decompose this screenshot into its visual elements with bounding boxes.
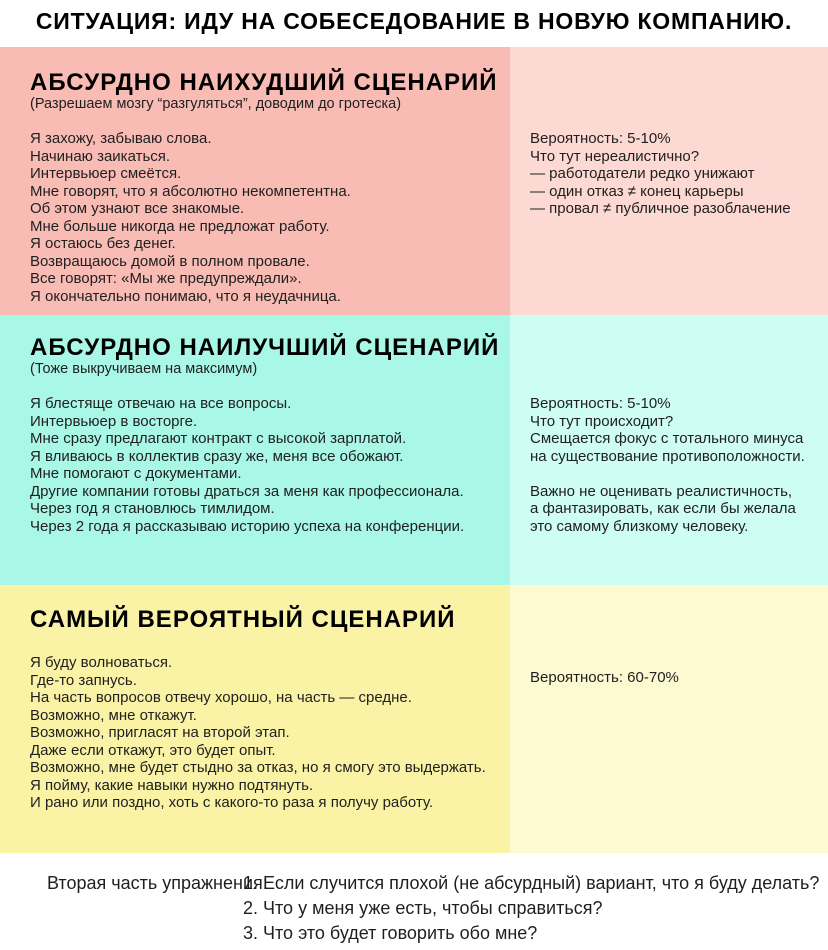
scenario-line: Возможно, пригласят на второй этап. [30,724,290,741]
section-worst-case-scenario [0,47,828,315]
scenario-line: Интервьюер смеётся. [30,165,182,182]
note-line: Смещается фокус с тотального минуса [530,430,804,447]
scenario-line: Мне говорят, что я абсолютно некомпетентна. [30,182,351,200]
section-title: САМЫЙ ВЕРОЯТНЫЙ СЦЕНАРИЙ [30,606,456,633]
section-subtitle: (Разрешаем мозгу “разгуляться”, доводим до гротеска) [30,96,402,112]
scenario-line: Мне больше никогда не предложат работу. [30,217,330,235]
scenario-line: Через 2 года я рассказываю историю успеха на конференции. [30,517,465,535]
scenario-lines [30,654,500,812]
scenario-line: Другие компании готовы драться за меня как профессионала. [30,482,464,500]
note-line: — работодатели редко унижают [530,165,755,182]
note-line: это самому близкому человеку. [530,517,749,535]
probability-notes [530,669,820,687]
section-best-case-scenario [0,315,828,585]
scenario-line: Я остаюсь без денег. [30,235,176,252]
footer-exercise-questions [243,871,819,946]
scenario-line: Я пойму, какие навыки нужно подтянуть. [30,776,314,794]
scenario-line: Об этом узнают все знакомые. [30,200,245,217]
section-title: АБСУРДНО НАИЛУЧШИЙ СЦЕНАРИЙ [30,334,500,361]
scenario-line: Все говорят: «Мы же предупреждали». [30,270,302,287]
scenario-line: Где-то запнусь. [30,671,137,689]
section-subtitle: (Тоже выкручиваем на максимум) [30,361,258,377]
note-line [530,465,820,483]
scenario-line: Через год я становлюсь тимлидом. [30,500,275,517]
scenario-line: Мне помогают с документами. [30,465,242,482]
note-line: Вероятность: 5-10% [530,130,671,147]
section-most-likely-content [30,585,500,812]
scenario-line: Я захожу, забываю слова. [30,130,212,147]
note-line: — один отказ ≠ конец карьеры [530,182,744,200]
scenario-lines [30,395,500,535]
note-line: Вероятность: 5-10% [530,395,671,412]
note-line: Что тут происходит? [530,412,674,430]
scenario-line: Я блестяще отвечаю на все вопросы. [30,395,292,412]
scenario-line: Я окончательно понимаю, что я неудачница. [30,287,341,305]
section-title: АБСУРДНО НАИХУДШИЙ СЦЕНАРИЙ [30,69,498,96]
scenario-line: Я вливаюсь в коллектив сразу же, меня все обожают. [30,447,404,465]
scenario-line: Мне сразу предлагают контракт с высокой зарплатой. [30,430,407,447]
scenario-line: Интервьюер в восторге. [30,412,198,430]
note-line: Важно не оценивать реалистичность, [530,482,793,500]
scenario-line: Возвращаюсь домой в полном провале. [30,252,310,270]
footer-exercise-label: Вторая часть упражнения: [47,873,268,893]
section-worst-case-content [30,47,500,305]
scenario-line: Возможно, мне откажут. [30,706,197,724]
footer-question: 3. Что это будет говорить обо мне? [243,923,538,943]
section-most-likely-scenario [0,585,828,853]
scenario-line: Возможно, мне будет стыдно за отказ, но я смогу это выдержать. [30,759,486,776]
section-most-likely-right-panel [510,585,828,853]
scenario-line: Я буду волноваться. [30,654,173,671]
note-line: а фантазировать, как если бы желала [530,500,796,517]
footer-question: 1. Если случится плохой (не абсурдный) вариант, что я буду делать? [243,873,820,893]
scenario-line: И рано или поздно, хоть с какого-то раза я получу работу. [30,794,434,811]
footer-question: 2. Что у меня уже есть, чтобы справиться? [243,898,603,918]
probability-notes [530,130,820,218]
scenario-line: Начинаю заикаться. [30,147,171,165]
scenario-lines [30,130,500,305]
section-best-case-content [30,315,500,535]
note-line: — провал ≠ публичное разоблачение [530,200,791,217]
page-title: СИТУАЦИЯ: ИДУ НА СОБЕСЕДОВАНИЕ В НОВУЮ КОМПАНИЮ. [35,8,793,34]
note-line: на существование противоположности. [530,447,805,465]
scenario-line: На часть вопросов отвечу хорошо, на часть — средне. [30,689,412,706]
note-line: Вероятность: 60-70% [530,669,679,686]
note-line: Что тут нереалистично? [530,147,700,165]
scenario-line: Даже если откажут, это будет опыт. [30,741,276,759]
probability-notes [530,395,820,535]
